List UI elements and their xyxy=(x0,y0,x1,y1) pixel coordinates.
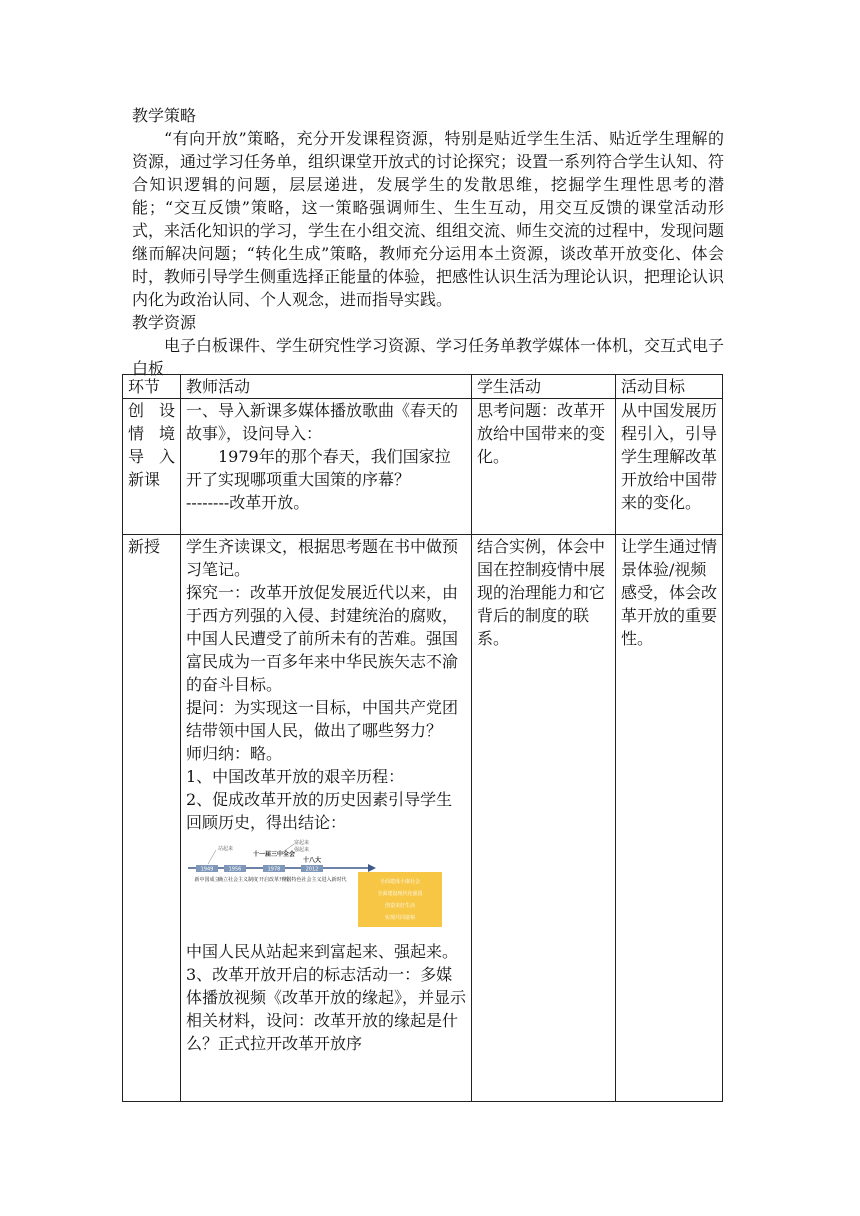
event-reform-opening: 开启改革开放 xyxy=(258,877,290,883)
timeline-arrow xyxy=(368,864,376,872)
label-connector-1 xyxy=(208,850,216,864)
new-lesson-student-cell: 结合实例，体会中国在控制疫情中展现的治理能力和它背后的制度的联系。 xyxy=(472,535,616,1102)
teacher-p7: 中国人民从站起来到富起来、强起来。 xyxy=(186,942,459,961)
teacher-p4: 师归纳：略。 xyxy=(186,744,283,763)
resources-paragraph: 电子白板课件、学生研究性学习资源、学习任务单教学媒体一体机，交互式电子白板 xyxy=(132,336,725,378)
label-stand-up: 站起来 xyxy=(218,846,234,852)
new-lesson-stage-cell: 新授 xyxy=(123,535,181,1102)
strategy-paragraph-block xyxy=(132,127,724,311)
teacher-p8: 3、改革开放开启的标志活动一：多媒体播放视频《改革开放的缘起》，并显示相关材料，设问：改革开放的缘起是什么？正式拉开改革开放序 xyxy=(186,965,467,1053)
intro-student-cell: 思考问题：改革开放给中国带来的变化。 xyxy=(472,399,616,535)
teacher-p2: 探究一：改革开放促发展近代以来，由于西方列强的入侵、封建统治的腐败，中国人民遭受了前所未有的苦难。强国富民成为一百多年来中华民族矢志不渝的奋斗目标。 xyxy=(186,583,459,694)
event-socialist-system: 确立社会主义制度 xyxy=(217,877,259,883)
strategy-paragraph: “有向开放”策略，充分开发课程资源，特别是贴近学生生活、贴近学生理解的资源，通过学习任务单，组织课堂开放式的讨论探究；设置一系列符合学生认知、符合知识逻辑的问题，层层递进，发展学生的发散思维，挖掘学生理性思考的潜能；“交互反馈”策略，这一策略强调师生、生生互动，用交互反馈的课堂活动形式，来活化知识的学习，学生在小组交流、组组交流、师生交流的过程中，发现问题继而解决问题；“转化生成”策略，教师充分运用本土资源，谈改革开放变化、体会时，教师引导学生侧重选择正能量的体验，把感性认识生活为理论认识，把理论认识内化为政治认同、个人观念，进而指导实践。 xyxy=(132,129,725,309)
timeline-svg xyxy=(186,838,444,928)
intro-goal-cell: 从中国发展历程引入，引导学生理解改革开放给中国带来的变化。 xyxy=(616,399,723,535)
teacher-p3: 提问：为实现这一目标，中国共产党团结带领中国人民，做出了哪些努力？ xyxy=(186,698,459,740)
intro-teacher-line1: 一、导入新课多媒体播放歌曲《春天的故事》，设问导入： xyxy=(186,401,459,443)
label-get-strong: 强起来 xyxy=(294,847,310,853)
intro-stage-cell: 创设情境导入新课 xyxy=(123,399,181,535)
year-1956: 1956 xyxy=(228,866,242,873)
intro-teacher-line3: --------改革开放。 xyxy=(186,493,310,512)
event-third-plenum: 十一届三中全会 xyxy=(252,851,296,858)
header-goal: 活动目标 xyxy=(616,375,723,399)
goal-4: 实现共同富裕 xyxy=(384,915,416,921)
table-row-new-lesson xyxy=(123,535,723,1102)
event-prc-founded: 新中国成立 xyxy=(194,877,220,883)
goal-3: 创造美好生活 xyxy=(384,903,416,909)
event-new-era: 中国特色社会主义进入新时代 xyxy=(281,877,347,883)
new-lesson-goal-cell: 让学生通过情景体验/视频感受，体会改革开放的重要性。 xyxy=(616,535,723,1102)
new-lesson-teacher-cell xyxy=(181,535,472,1102)
resources-heading: 教学资源 xyxy=(132,313,197,332)
header-student: 学生活动 xyxy=(472,375,616,399)
year-1978: 1978 xyxy=(267,866,281,873)
table-row-intro xyxy=(123,399,723,535)
intro-teacher-cell xyxy=(181,399,472,535)
year-2012: 2012 xyxy=(305,866,319,873)
history-timeline-figure xyxy=(186,838,466,934)
teacher-p5: 1、中国改革开放的艰辛历程： xyxy=(186,767,405,786)
goal-2: 全面建设现代化强国 xyxy=(377,891,423,897)
lesson-table xyxy=(122,374,723,1102)
table-header-row xyxy=(123,375,723,399)
header-stage: 环节 xyxy=(123,375,181,399)
goal-1: 全面建成小康社会 xyxy=(379,879,421,885)
label-get-rich: 富起来 xyxy=(294,840,310,846)
intro-teacher-line2: 1979年的那个春天，我们国家拉开了实现哪项重大国策的序幕？ xyxy=(186,447,451,489)
teacher-p6: 2、促成改革开放的历史因素引导学生回顾历史，得出结论： xyxy=(186,790,453,832)
strategy-heading: 教学策略 xyxy=(132,106,197,125)
teacher-p1: 学生齐读课文，根据思考题在书中做预习笔记。 xyxy=(186,537,459,579)
event-18th-congress: 十八大 xyxy=(302,857,322,864)
header-teacher: 教师活动 xyxy=(181,375,472,399)
year-1949: 1949 xyxy=(200,866,214,873)
